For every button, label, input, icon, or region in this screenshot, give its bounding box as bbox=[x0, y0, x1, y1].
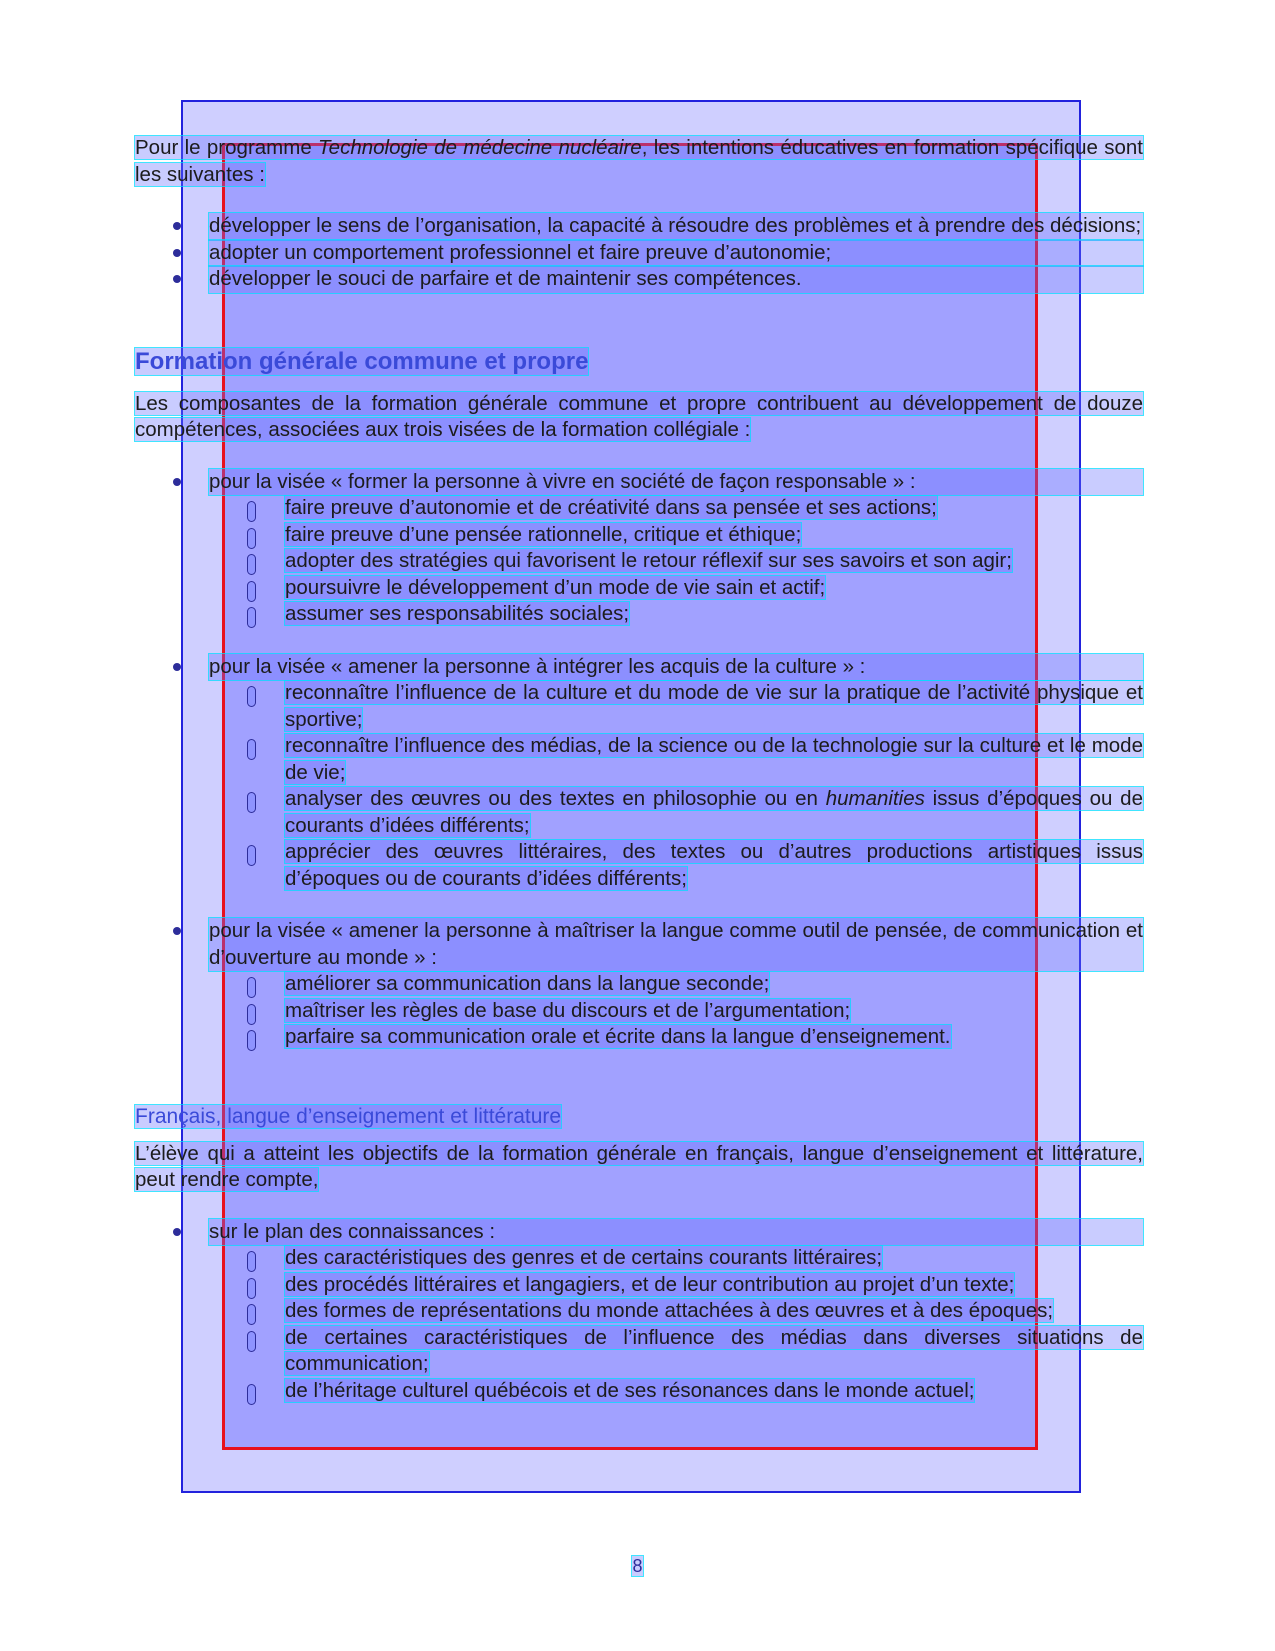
list-item: faire preuve d’autonomie et de créativité dans sa pensée et ses actions; bbox=[135, 495, 1143, 522]
sub-bullet-icon bbox=[247, 977, 256, 998]
sub-bullet-icon bbox=[247, 1384, 256, 1405]
bullet-icon bbox=[173, 478, 181, 486]
group-visee-societe: pour la visée « former la personne à vivre en société de façon responsable » : faire preuve d’autonomie et de créativité dans sa pensée et ses actions; faire preuve d’une pensée rationnelle, critique et éthique; adopter des stratégies qui favorisent le retour réflexif sur ses savoirs et son agir; poursuivre le développement d’un mode de vie sain et actif; assumer ses responsabilités sociales; bbox=[135, 469, 1143, 628]
sub-bullet-icon bbox=[247, 1278, 256, 1299]
sub-bullet-icon bbox=[247, 739, 256, 760]
list-item: améliorer sa communication dans la langue seconde; bbox=[135, 971, 1143, 998]
list-item: reconnaître l’influence des médias, de la science ou de la technologie sur la culture et le mode de vie; bbox=[135, 733, 1143, 786]
bullet-icon bbox=[173, 663, 181, 671]
sub-bullet-icon bbox=[247, 1304, 256, 1325]
sub-bullet-icon bbox=[247, 554, 256, 575]
sub-bullet-icon bbox=[247, 1004, 256, 1025]
sub-bullet-icon bbox=[247, 501, 256, 522]
bullet-icon bbox=[173, 249, 181, 257]
section2-intro: L’élève qui a atteint les objectifs de la formation générale en français, langue d’enseignement et littérature, peut rendre compte, bbox=[135, 1141, 1143, 1191]
list-item: de certaines caractéristiques de l’influence des médias dans diverses situations de communication; bbox=[135, 1325, 1143, 1378]
group-connaissances: sur le plan des connaissances : des caractéristiques des genres et de certains courants littéraires; des procédés littéraires et langagiers, et de leur contribution au projet d’un texte; des formes de représentations du monde attachées à des œuvres et à des époques; de certaines caractéristiques de l’influence des médias dans diverses situations de communication; de l’héritage culturel québécois et de ses résonances dans le monde actuel; bbox=[135, 1219, 1143, 1405]
section-title-francais: Français, langue d’enseignement et littérature bbox=[135, 1104, 562, 1128]
list-item: reconnaître l’influence de la culture et du mode de vie sur la pratique de l’activité physique et sportive; bbox=[135, 680, 1143, 733]
sub-bullet-icon bbox=[247, 607, 256, 628]
page-number: 8 bbox=[632, 1556, 643, 1576]
section-title-formation-generale: Formation générale commune et propre bbox=[135, 347, 589, 375]
list-item: de l’héritage culturel québécois et de ses résonances dans le monde actuel; bbox=[135, 1378, 1143, 1405]
group-visee-langue: pour la visée « amener la personne à maîtriser la langue comme outil de pensée, de communication et d’ouverture au monde » : améliorer sa communication dans la langue seconde; maîtriser les règles de base du discours et de l’argumentation; parfaire sa communication orale et écrite dans la langue d’enseignement. bbox=[135, 918, 1143, 1051]
section1-intro: Les composantes de la formation générale commune et propre contribuent au développement de douze compétences, associées aux trois visées de la formation collégiale : bbox=[135, 391, 1143, 441]
list-item: apprécier des œuvres littéraires, des textes ou d’autres productions artistiques issus d’époques ou de courants d’idées différents; bbox=[135, 839, 1143, 892]
bullet-icon bbox=[173, 275, 181, 283]
sub-bullet-icon bbox=[247, 792, 256, 813]
bullet-icon bbox=[173, 927, 181, 935]
list-item: poursuivre le développement d’un mode de vie sain et actif; bbox=[135, 575, 1143, 602]
sub-bullet-icon bbox=[247, 1251, 256, 1272]
intro-paragraph: Pour le programme Technologie de médecine nucléaire, les intentions éducatives en formation spécifique sont les suivantes : bbox=[135, 136, 1143, 186]
list-item: assumer ses responsabilités sociales; bbox=[135, 601, 1143, 628]
sub-bullet-icon bbox=[247, 1331, 256, 1352]
list-item: faire preuve d’une pensée rationnelle, critique et éthique; bbox=[135, 522, 1143, 549]
sub-bullet-icon bbox=[247, 528, 256, 549]
sub-bullet-icon bbox=[247, 581, 256, 602]
list-item: des formes de représentations du monde attachées à des œuvres et à des époques; bbox=[135, 1298, 1143, 1325]
intro-list bbox=[135, 213, 1143, 293]
list-item: adopter des stratégies qui favorisent le retour réflexif sur ses savoirs et son agir; bbox=[135, 548, 1143, 575]
humanities-term: humanities bbox=[825, 787, 925, 810]
section1-groups bbox=[135, 469, 1143, 1051]
list-item: des procédés littéraires et langagiers, et de leur contribution au projet d’un texte; bbox=[135, 1272, 1143, 1299]
list-item: des caractéristiques des genres et de certains courants littéraires; bbox=[135, 1245, 1143, 1272]
list-item: parfaire sa communication orale et écrite dans la langue d’enseignement. bbox=[135, 1024, 1143, 1051]
group-visee-culture: pour la visée « amener la personne à intégrer les acquis de la culture » : reconnaître l’influence de la culture et du mode de vie sur la pratique de l’activité physique et sportive; reconnaître l’influence des médias, de la science ou de la technologie sur la culture et le mode de vie; analyser des œuvres ou des textes en philosophie ou en humanities issus d’époques ou de courants d’idées différents; apprécier des œuvres littéraires, des textes ou d’autres productions artistiques issus d’époques ou de courants d’idées différents; bbox=[135, 654, 1143, 893]
sub-bullet-icon bbox=[247, 845, 256, 866]
list-item: adopter un comportement professionnel et faire preuve d’autonomie; bbox=[135, 240, 1143, 267]
bullet-icon bbox=[173, 222, 181, 230]
list-item: analyser des œuvres ou des textes en philosophie ou en humanities issus d’époques ou de courants d’idées différents; bbox=[135, 786, 1143, 839]
list-item: développer le sens de l’organisation, la capacité à résoudre des problèmes et à prendre des décisions; bbox=[135, 213, 1143, 240]
sub-bullet-icon bbox=[247, 686, 256, 707]
section2-groups bbox=[135, 1219, 1143, 1405]
program-name: Technologie de médecine nucléaire bbox=[318, 136, 642, 159]
list-item: développer le souci de parfaire et de maintenir ses compétences. bbox=[135, 266, 1143, 293]
page-content bbox=[135, 135, 1143, 1404]
sub-bullet-icon bbox=[247, 1030, 256, 1051]
list-item: maîtriser les règles de base du discours et de l’argumentation; bbox=[135, 998, 1143, 1025]
bullet-icon bbox=[173, 1228, 181, 1236]
